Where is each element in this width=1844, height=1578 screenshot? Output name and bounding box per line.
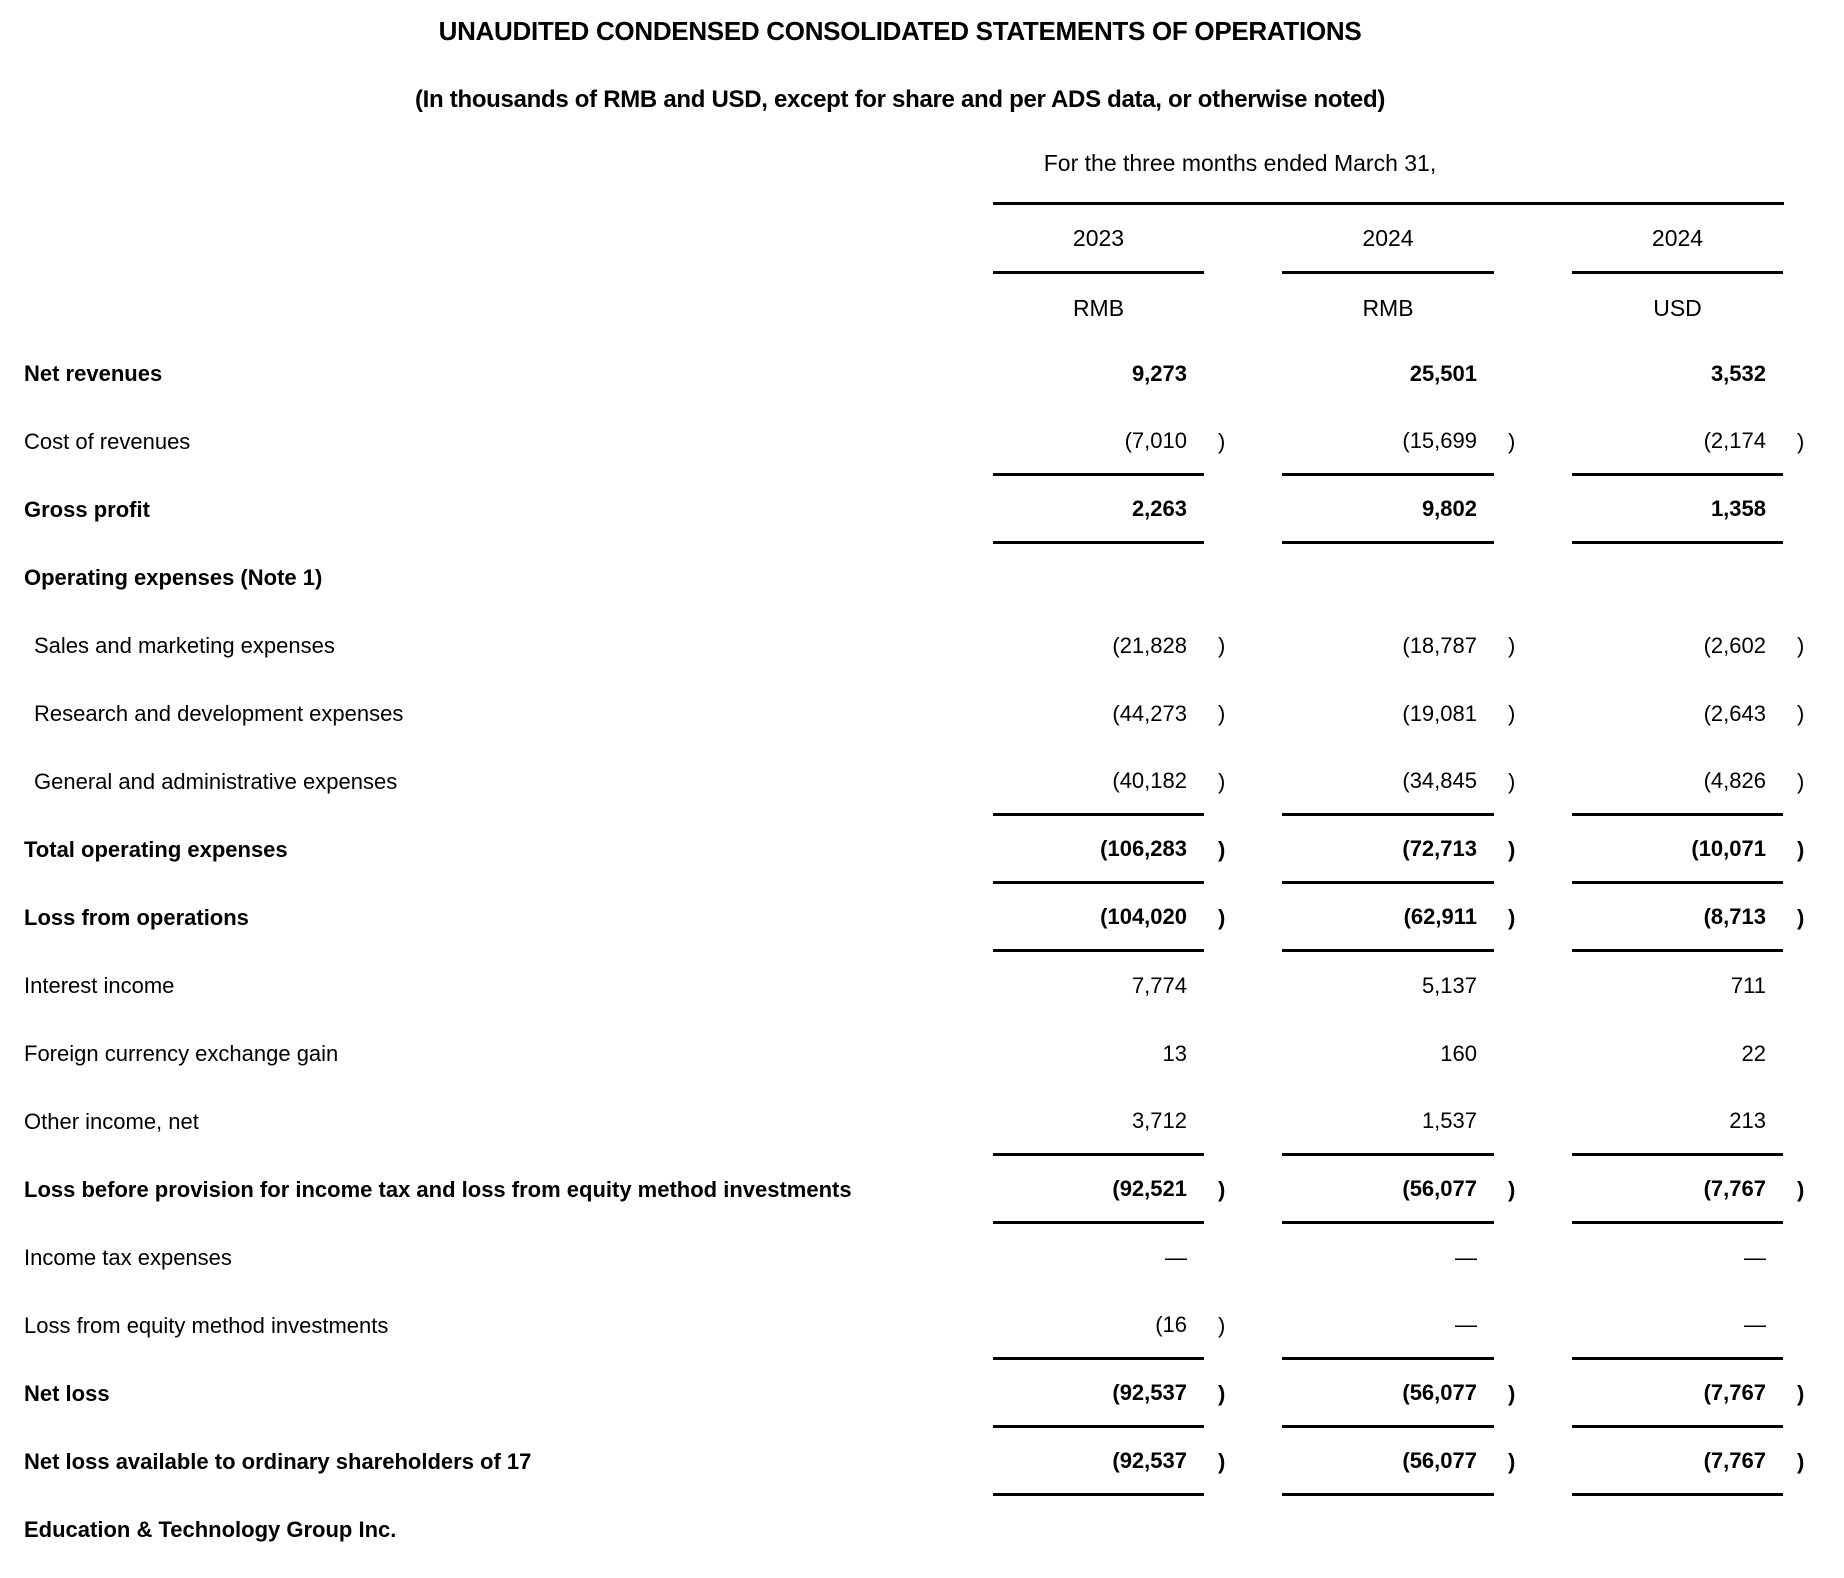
row-label: Operating expenses (Note 1) <box>24 565 323 590</box>
paren-cell-2023-rmb <box>1204 1088 1240 1156</box>
paren-cell-2024-rmb: ) <box>1508 429 1516 454</box>
value-cell-2023-rmb: (92,537 <box>993 1428 1204 1496</box>
paren-cell-2024-usd: ) <box>1797 633 1805 658</box>
column-gap <box>1530 952 1572 1020</box>
table-row <box>0 952 1844 1020</box>
column-gap <box>1240 748 1282 816</box>
table-row <box>0 1156 1844 1224</box>
value-cell-2024-rmb: 25,501 <box>1409 361 1477 386</box>
paren-cell-2024-rmb <box>1494 1020 1530 1088</box>
value-cell-2024-rmb <box>1282 544 1494 612</box>
paren-cell-2024-rmb: ) <box>1508 1381 1516 1406</box>
value-cell-2024-rmb: (56,077 <box>1282 1156 1494 1224</box>
paren-cell-2023-rmb: ) <box>1218 905 1226 930</box>
paren-cell-2024-usd: ) <box>1797 429 1805 454</box>
column-gap <box>1530 1224 1572 1292</box>
column-gap <box>1530 1088 1572 1156</box>
paren-cell-2024-usd <box>1783 952 1819 1020</box>
column-gap <box>1240 1088 1282 1156</box>
column-currency-rmb-1: RMB <box>1072 295 1125 321</box>
column-gap <box>1530 816 1572 884</box>
column-gap <box>1240 340 1282 408</box>
value-cell-2023-rmb: (104,020 <box>993 884 1204 952</box>
paren-cell-2024-usd <box>1783 1020 1819 1088</box>
column-gap <box>1240 952 1282 1020</box>
column-gap <box>1240 680 1282 748</box>
table-row <box>0 1088 1844 1156</box>
paren-cell-2024-rmb: ) <box>1508 633 1516 658</box>
value-cell-2023-rmb: (106,283 <box>993 816 1204 884</box>
paren-cell-2023-rmb: ) <box>1218 837 1226 862</box>
row-label: Loss from equity method investments <box>24 1313 389 1338</box>
column-gap <box>1530 1292 1572 1360</box>
table-row <box>0 1428 1844 1496</box>
paren-cell-2024-usd: ) <box>1797 837 1805 862</box>
table-row <box>0 612 1844 680</box>
table-row <box>0 340 1844 408</box>
value-cell-2024-rmb: 5,137 <box>1421 973 1477 998</box>
row-label: Research and development expenses <box>34 701 404 726</box>
value-cell-2023-rmb: (7,010 <box>993 408 1204 476</box>
row-label: Other income, net <box>24 1109 199 1134</box>
value-cell-2024-usd <box>1572 544 1783 612</box>
paren-cell-2024-rmb: ) <box>1508 769 1516 794</box>
column-gap <box>1240 1360 1282 1428</box>
value-cell-2024-rmb: (15,699 <box>1282 408 1494 476</box>
row-label: Interest income <box>24 973 175 998</box>
value-cell-2024-usd: (8,713 <box>1572 884 1783 952</box>
value-cell-2024-usd: — <box>1744 1245 1766 1270</box>
column-year-2023: 2023 <box>1072 225 1125 251</box>
value-cell-2024-usd: (7,767 <box>1572 1360 1783 1428</box>
paren-cell-2023-rmb: ) <box>1218 769 1226 794</box>
table-row <box>0 544 1844 612</box>
value-cell-2023-rmb: (40,182 <box>993 748 1204 816</box>
paren-cell-2024-usd <box>1783 1292 1819 1360</box>
paren-cell-2024-rmb: ) <box>1508 905 1516 930</box>
column-gap <box>1530 340 1572 408</box>
value-cell-2023-rmb: 3,712 <box>993 1088 1204 1156</box>
row-label: Foreign currency exchange gain <box>24 1041 339 1066</box>
value-cell-2024-usd: 711 <box>1730 973 1766 998</box>
paren-cell-2023-rmb <box>1204 1224 1240 1292</box>
paren-cell-2024-rmb <box>1494 340 1530 408</box>
column-rule-2024-usd <box>1572 271 1783 274</box>
column-gap <box>1530 1156 1572 1224</box>
paren-cell-2024-usd: ) <box>1797 905 1805 930</box>
value-cell-2023-rmb: 2,263 <box>993 476 1204 544</box>
value-cell-2024-rmb: 9,802 <box>1282 476 1494 544</box>
row-label: Total operating expenses <box>24 837 288 862</box>
column-currency-rmb-2: RMB <box>1362 295 1414 321</box>
paren-cell-2024-rmb: ) <box>1508 1177 1516 1202</box>
paren-cell-2024-rmb: ) <box>1508 701 1516 726</box>
table-row <box>0 1020 1844 1088</box>
statement-rows <box>0 340 1844 1496</box>
company-name-continuation: Education & Technology Group Inc. <box>24 1517 397 1542</box>
value-cell-2023-rmb: (16 <box>993 1292 1204 1360</box>
column-gap <box>1530 884 1572 952</box>
paren-cell-2023-rmb: ) <box>1218 701 1226 726</box>
column-gap <box>1240 884 1282 952</box>
column-gap <box>1530 1428 1572 1496</box>
paren-cell-2024-rmb: ) <box>1508 837 1516 862</box>
column-rule-2023 <box>993 271 1204 274</box>
value-cell-2024-rmb: (56,077 <box>1282 1360 1494 1428</box>
column-gap <box>1530 748 1572 816</box>
paren-cell-2024-usd: ) <box>1797 769 1805 794</box>
value-cell-2023-rmb: (92,521 <box>993 1156 1204 1224</box>
paren-cell-2024-usd: ) <box>1797 1177 1805 1202</box>
value-cell-2024-usd: — <box>1572 1292 1783 1360</box>
value-cell-2023-rmb <box>993 544 1204 612</box>
paren-cell-2024-usd <box>1783 340 1819 408</box>
column-currency-usd: USD <box>1653 295 1702 321</box>
paren-cell-2023-rmb: ) <box>1218 1381 1226 1406</box>
value-cell-2024-rmb: 1,537 <box>1282 1088 1494 1156</box>
row-label: Loss from operations <box>24 905 249 930</box>
paren-cell-2023-rmb <box>1204 952 1240 1020</box>
column-gap <box>1530 680 1572 748</box>
table-row <box>0 1360 1844 1428</box>
statement-subtitle: (In thousands of RMB and USD, except for share and per ADS data, or otherwise noted) <box>414 86 1386 113</box>
paren-cell-2024-rmb <box>1494 1088 1530 1156</box>
column-gap <box>1240 1156 1282 1224</box>
column-gap <box>1530 612 1572 680</box>
value-cell-2024-usd: (4,826 <box>1572 748 1783 816</box>
statement-title: UNAUDITED CONDENSED CONSOLIDATED STATEMENTS OF OPERATIONS <box>438 16 1362 46</box>
column-gap <box>1240 816 1282 884</box>
value-cell-2024-usd: (2,602 <box>1703 633 1766 658</box>
column-gap <box>1240 1292 1282 1360</box>
table-row <box>0 1292 1844 1360</box>
value-cell-2024-usd: 22 <box>1741 1041 1766 1066</box>
column-gap <box>1530 476 1572 544</box>
value-cell-2023-rmb: 7,774 <box>1131 973 1187 998</box>
paren-cell-2024-rmb: ) <box>1508 1449 1516 1474</box>
value-cell-2024-usd: (7,767 <box>1572 1156 1783 1224</box>
row-label: Net loss <box>24 1381 110 1406</box>
table-row <box>0 816 1844 884</box>
value-cell-2023-rmb: 13 <box>1162 1041 1187 1066</box>
column-gap <box>1530 408 1572 476</box>
value-cell-2024-usd: 1,358 <box>1572 476 1783 544</box>
column-gap <box>1240 1428 1282 1496</box>
paren-cell-2024-rmb <box>1494 1292 1530 1360</box>
paren-cell-2024-usd: ) <box>1797 701 1805 726</box>
value-cell-2024-rmb: (19,081 <box>1402 701 1477 726</box>
column-gap <box>1530 1360 1572 1428</box>
value-cell-2024-rmb: — <box>1455 1245 1477 1270</box>
paren-cell-2023-rmb <box>1204 544 1240 612</box>
row-label: Net loss available to ordinary shareholders of 17 <box>24 1449 532 1474</box>
value-cell-2024-usd: (2,643 <box>1703 701 1766 726</box>
paren-cell-2023-rmb <box>1204 1020 1240 1088</box>
row-label: General and administrative expenses <box>34 769 398 794</box>
row-label: Gross profit <box>24 497 150 522</box>
paren-cell-2023-rmb: ) <box>1218 1177 1226 1202</box>
row-label: Cost of revenues <box>24 429 191 454</box>
value-cell-2023-rmb: (44,273 <box>1112 701 1187 726</box>
value-cell-2024-usd: (7,767 <box>1572 1428 1783 1496</box>
value-cell-2023-rmb: (92,537 <box>993 1360 1204 1428</box>
paren-cell-2024-usd <box>1783 544 1819 612</box>
row-label: Income tax expenses <box>24 1245 232 1270</box>
column-gap <box>1240 544 1282 612</box>
value-cell-2024-rmb: — <box>1282 1292 1494 1360</box>
column-year-2024-usd: 2024 <box>1651 225 1704 251</box>
paren-cell-2024-rmb <box>1494 476 1530 544</box>
column-gap <box>1240 1224 1282 1292</box>
paren-cell-2024-rmb <box>1494 952 1530 1020</box>
paren-cell-2024-usd <box>1783 1224 1819 1292</box>
value-cell-2024-rmb: (56,077 <box>1282 1428 1494 1496</box>
column-gap <box>1240 612 1282 680</box>
header-span-rule <box>993 202 1784 205</box>
paren-cell-2024-usd <box>1783 1088 1819 1156</box>
column-rule-2024-rmb <box>1282 271 1494 274</box>
period-header: For the three months ended March 31, <box>1043 150 1437 176</box>
column-gap <box>1240 408 1282 476</box>
value-cell-2024-rmb: (72,713 <box>1282 816 1494 884</box>
paren-cell-2023-rmb: ) <box>1218 1313 1226 1338</box>
column-year-2024-rmb: 2024 <box>1362 225 1414 251</box>
table-row <box>0 476 1844 544</box>
table-row <box>0 408 1844 476</box>
value-cell-2024-rmb: (18,787 <box>1402 633 1477 658</box>
value-cell-2024-rmb: (34,845 <box>1282 748 1494 816</box>
table-row <box>0 884 1844 952</box>
value-cell-2023-rmb: — <box>1165 1245 1187 1270</box>
paren-cell-2024-usd <box>1783 476 1819 544</box>
paren-cell-2023-rmb: ) <box>1218 1449 1226 1474</box>
paren-cell-2023-rmb: ) <box>1218 633 1226 658</box>
column-gap <box>1240 1020 1282 1088</box>
column-gap <box>1530 544 1572 612</box>
value-cell-2024-rmb: 160 <box>1440 1041 1477 1066</box>
table-row <box>0 680 1844 748</box>
paren-cell-2023-rmb: ) <box>1218 429 1226 454</box>
value-cell-2023-rmb: (21,828 <box>1112 633 1187 658</box>
value-cell-2024-usd: 213 <box>1572 1088 1783 1156</box>
value-cell-2024-usd: 3,532 <box>1710 361 1766 386</box>
row-label: Sales and marketing expenses <box>34 633 335 658</box>
value-cell-2023-rmb: 9,273 <box>1131 361 1187 386</box>
paren-cell-2023-rmb <box>1204 340 1240 408</box>
paren-cell-2024-rmb <box>1494 544 1530 612</box>
paren-cell-2023-rmb <box>1204 476 1240 544</box>
table-row <box>0 748 1844 816</box>
row-label: Loss before provision for income tax and loss from equity method investments <box>24 1177 852 1202</box>
column-gap <box>1240 476 1282 544</box>
value-cell-2024-usd: (2,174 <box>1572 408 1783 476</box>
table-row <box>0 1224 1844 1292</box>
value-cell-2024-usd: (10,071 <box>1572 816 1783 884</box>
paren-cell-2024-usd: ) <box>1797 1381 1805 1406</box>
value-cell-2024-rmb: (62,911 <box>1282 884 1494 952</box>
row-label: Net revenues <box>24 361 163 386</box>
column-gap <box>1530 1020 1572 1088</box>
paren-cell-2024-usd: ) <box>1797 1449 1805 1474</box>
paren-cell-2024-rmb <box>1494 1224 1530 1292</box>
